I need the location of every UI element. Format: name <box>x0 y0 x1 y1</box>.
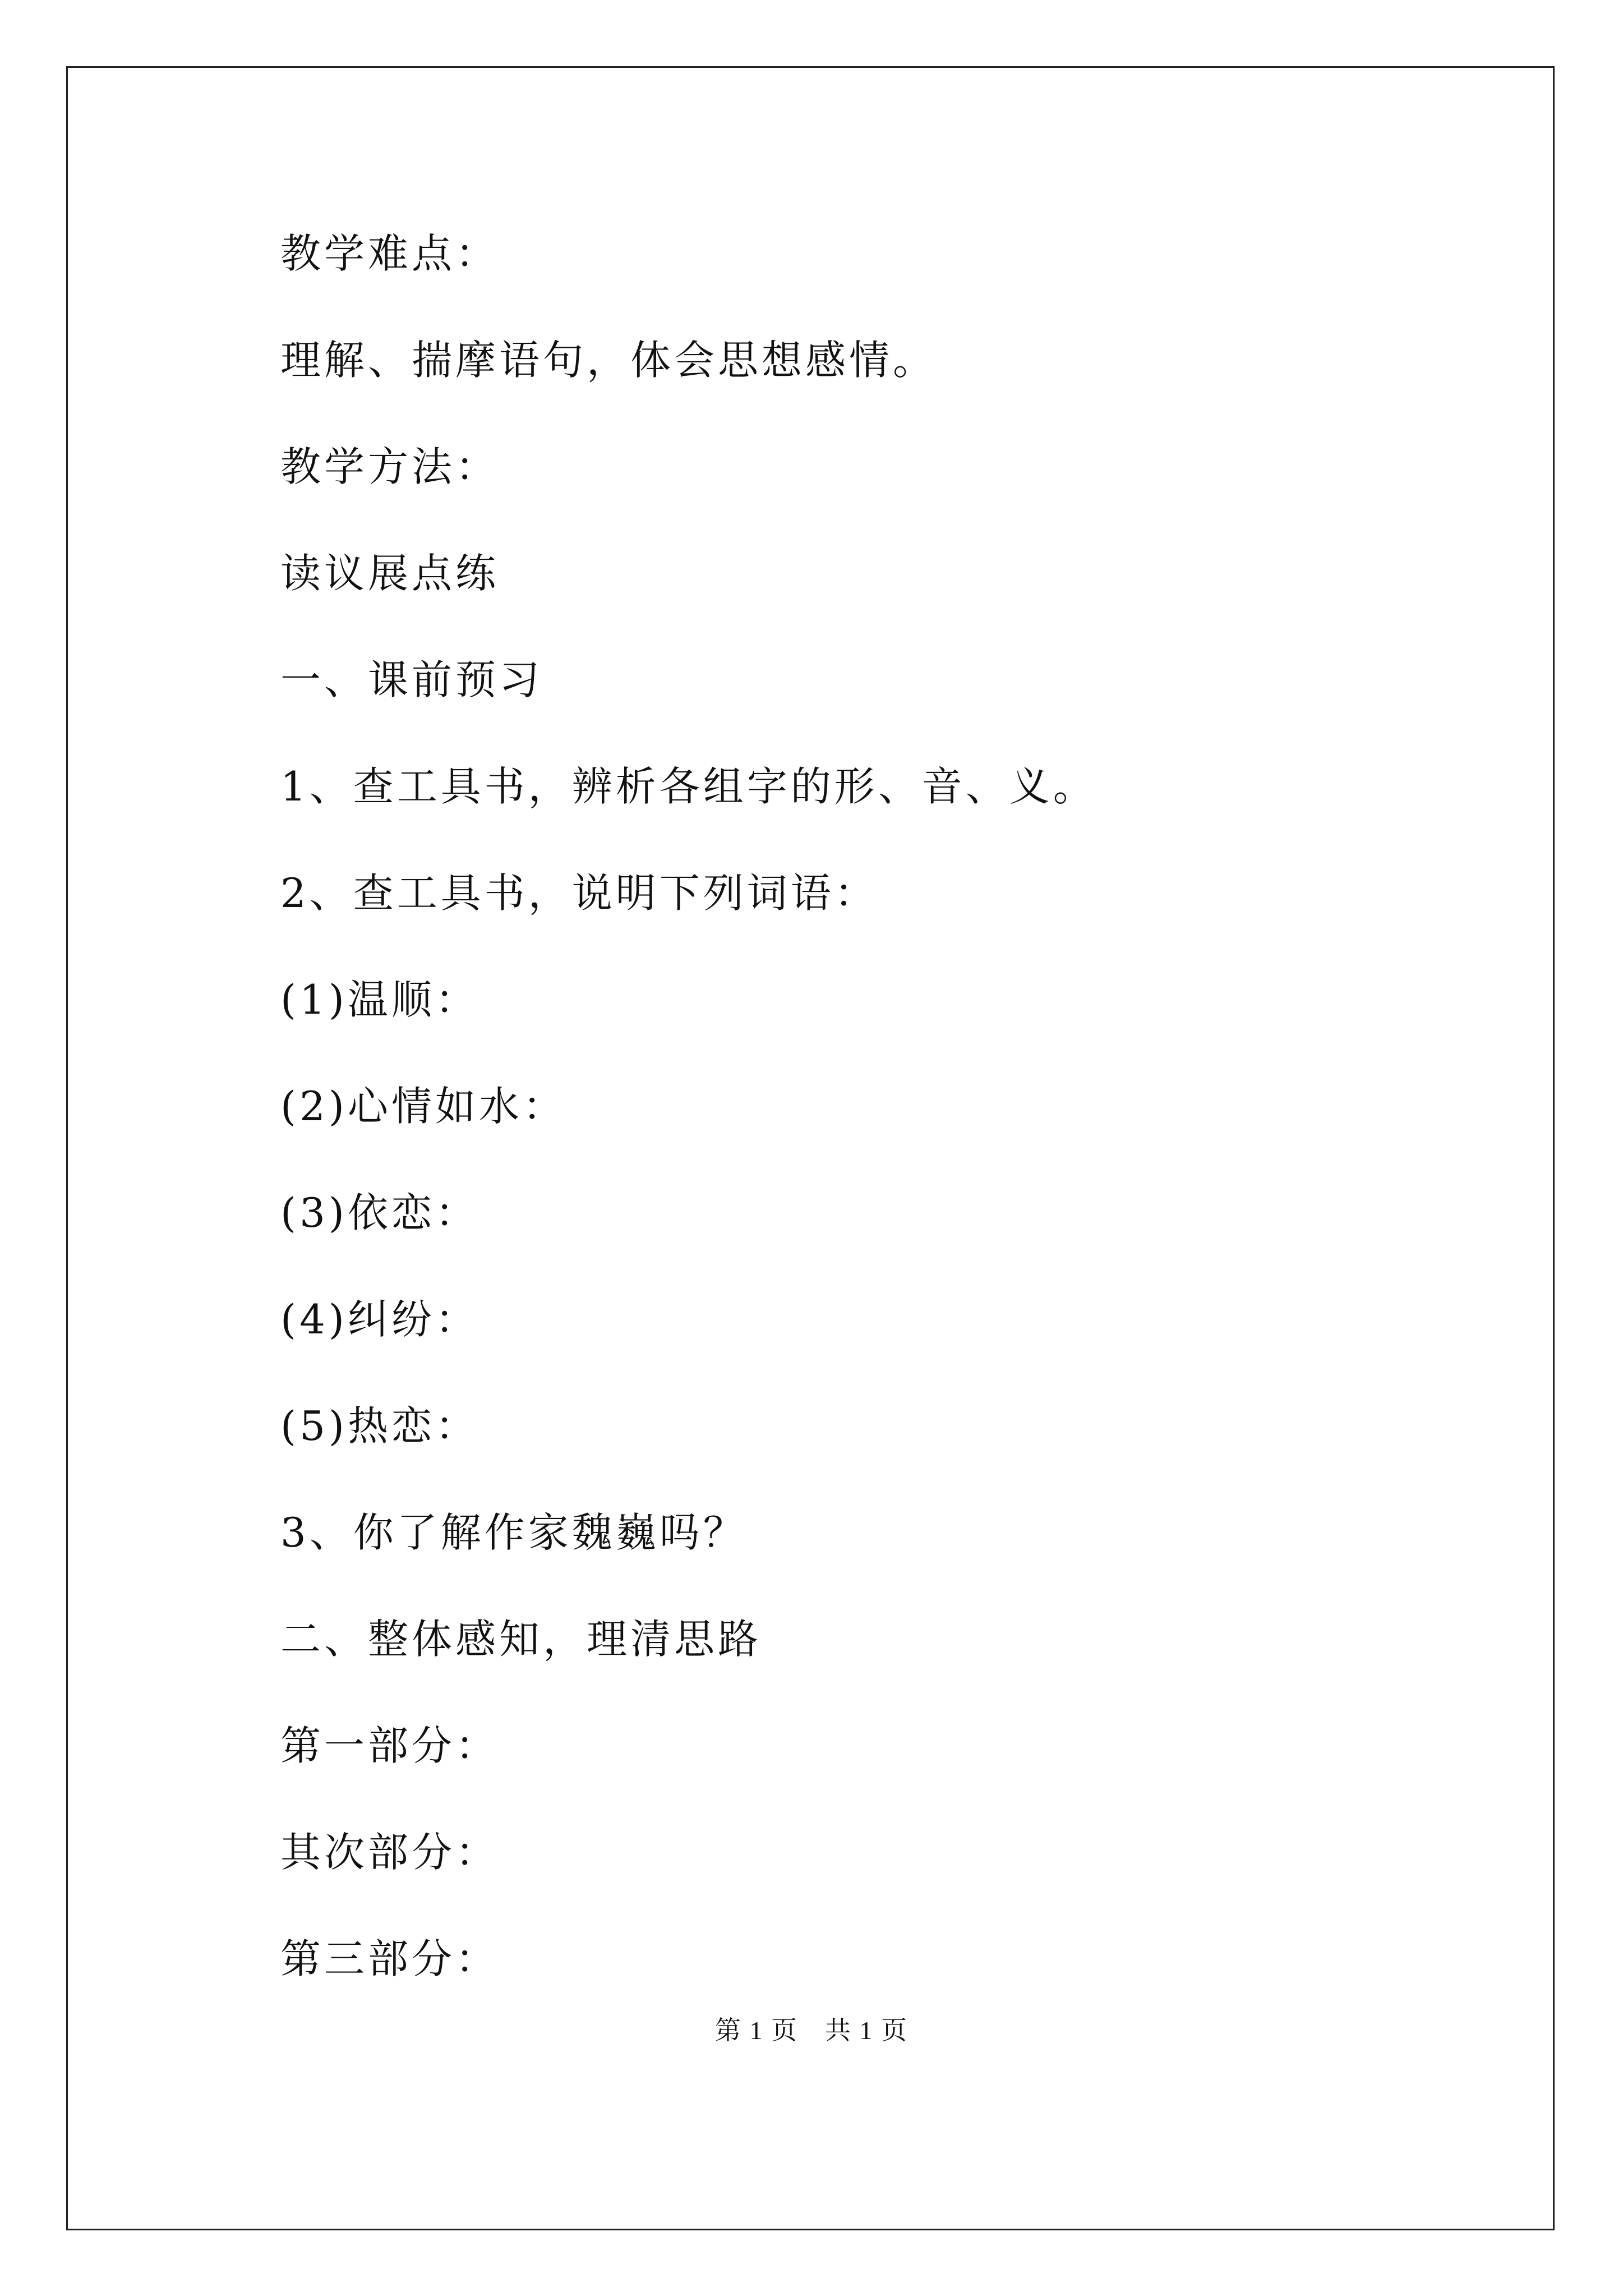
vocab-item: (1)温顺： <box>280 976 479 1023</box>
list-item: 2、查工具书，说明下列词语： <box>280 869 878 917</box>
paragraph-line: 理解、揣摩语句，体会思想感情。 <box>280 337 937 384</box>
vocab-item: (3)依恋： <box>280 1189 479 1236</box>
heading-teaching-difficulty: 教学难点： <box>280 230 500 277</box>
list-item: 3、你了解作家魏巍吗？ <box>280 1509 747 1556</box>
part-label: 第一部分： <box>280 1722 500 1769</box>
paragraph-line: 读议展点练 <box>280 550 500 597</box>
document-body <box>280 220 1458 2032</box>
section-heading-preview: 一、课前预习 <box>280 656 543 703</box>
part-label: 第三部分： <box>280 1935 500 1982</box>
vocab-item: (4)纠纷： <box>280 1296 479 1343</box>
heading-teaching-method: 教学方法： <box>280 443 500 490</box>
page-number-footer: 第 1 页 共 1 页 <box>715 2016 908 2045</box>
list-item: 1、查工具书，辨析各组字的形、音、义。 <box>280 763 1097 810</box>
part-label: 其次部分： <box>280 1829 500 1876</box>
vocab-item: (2)心情如水： <box>280 1083 566 1130</box>
vocab-item: (5)热恋： <box>280 1402 479 1450</box>
section-heading-overview: 二、整体感知，理清思路 <box>280 1616 762 1663</box>
